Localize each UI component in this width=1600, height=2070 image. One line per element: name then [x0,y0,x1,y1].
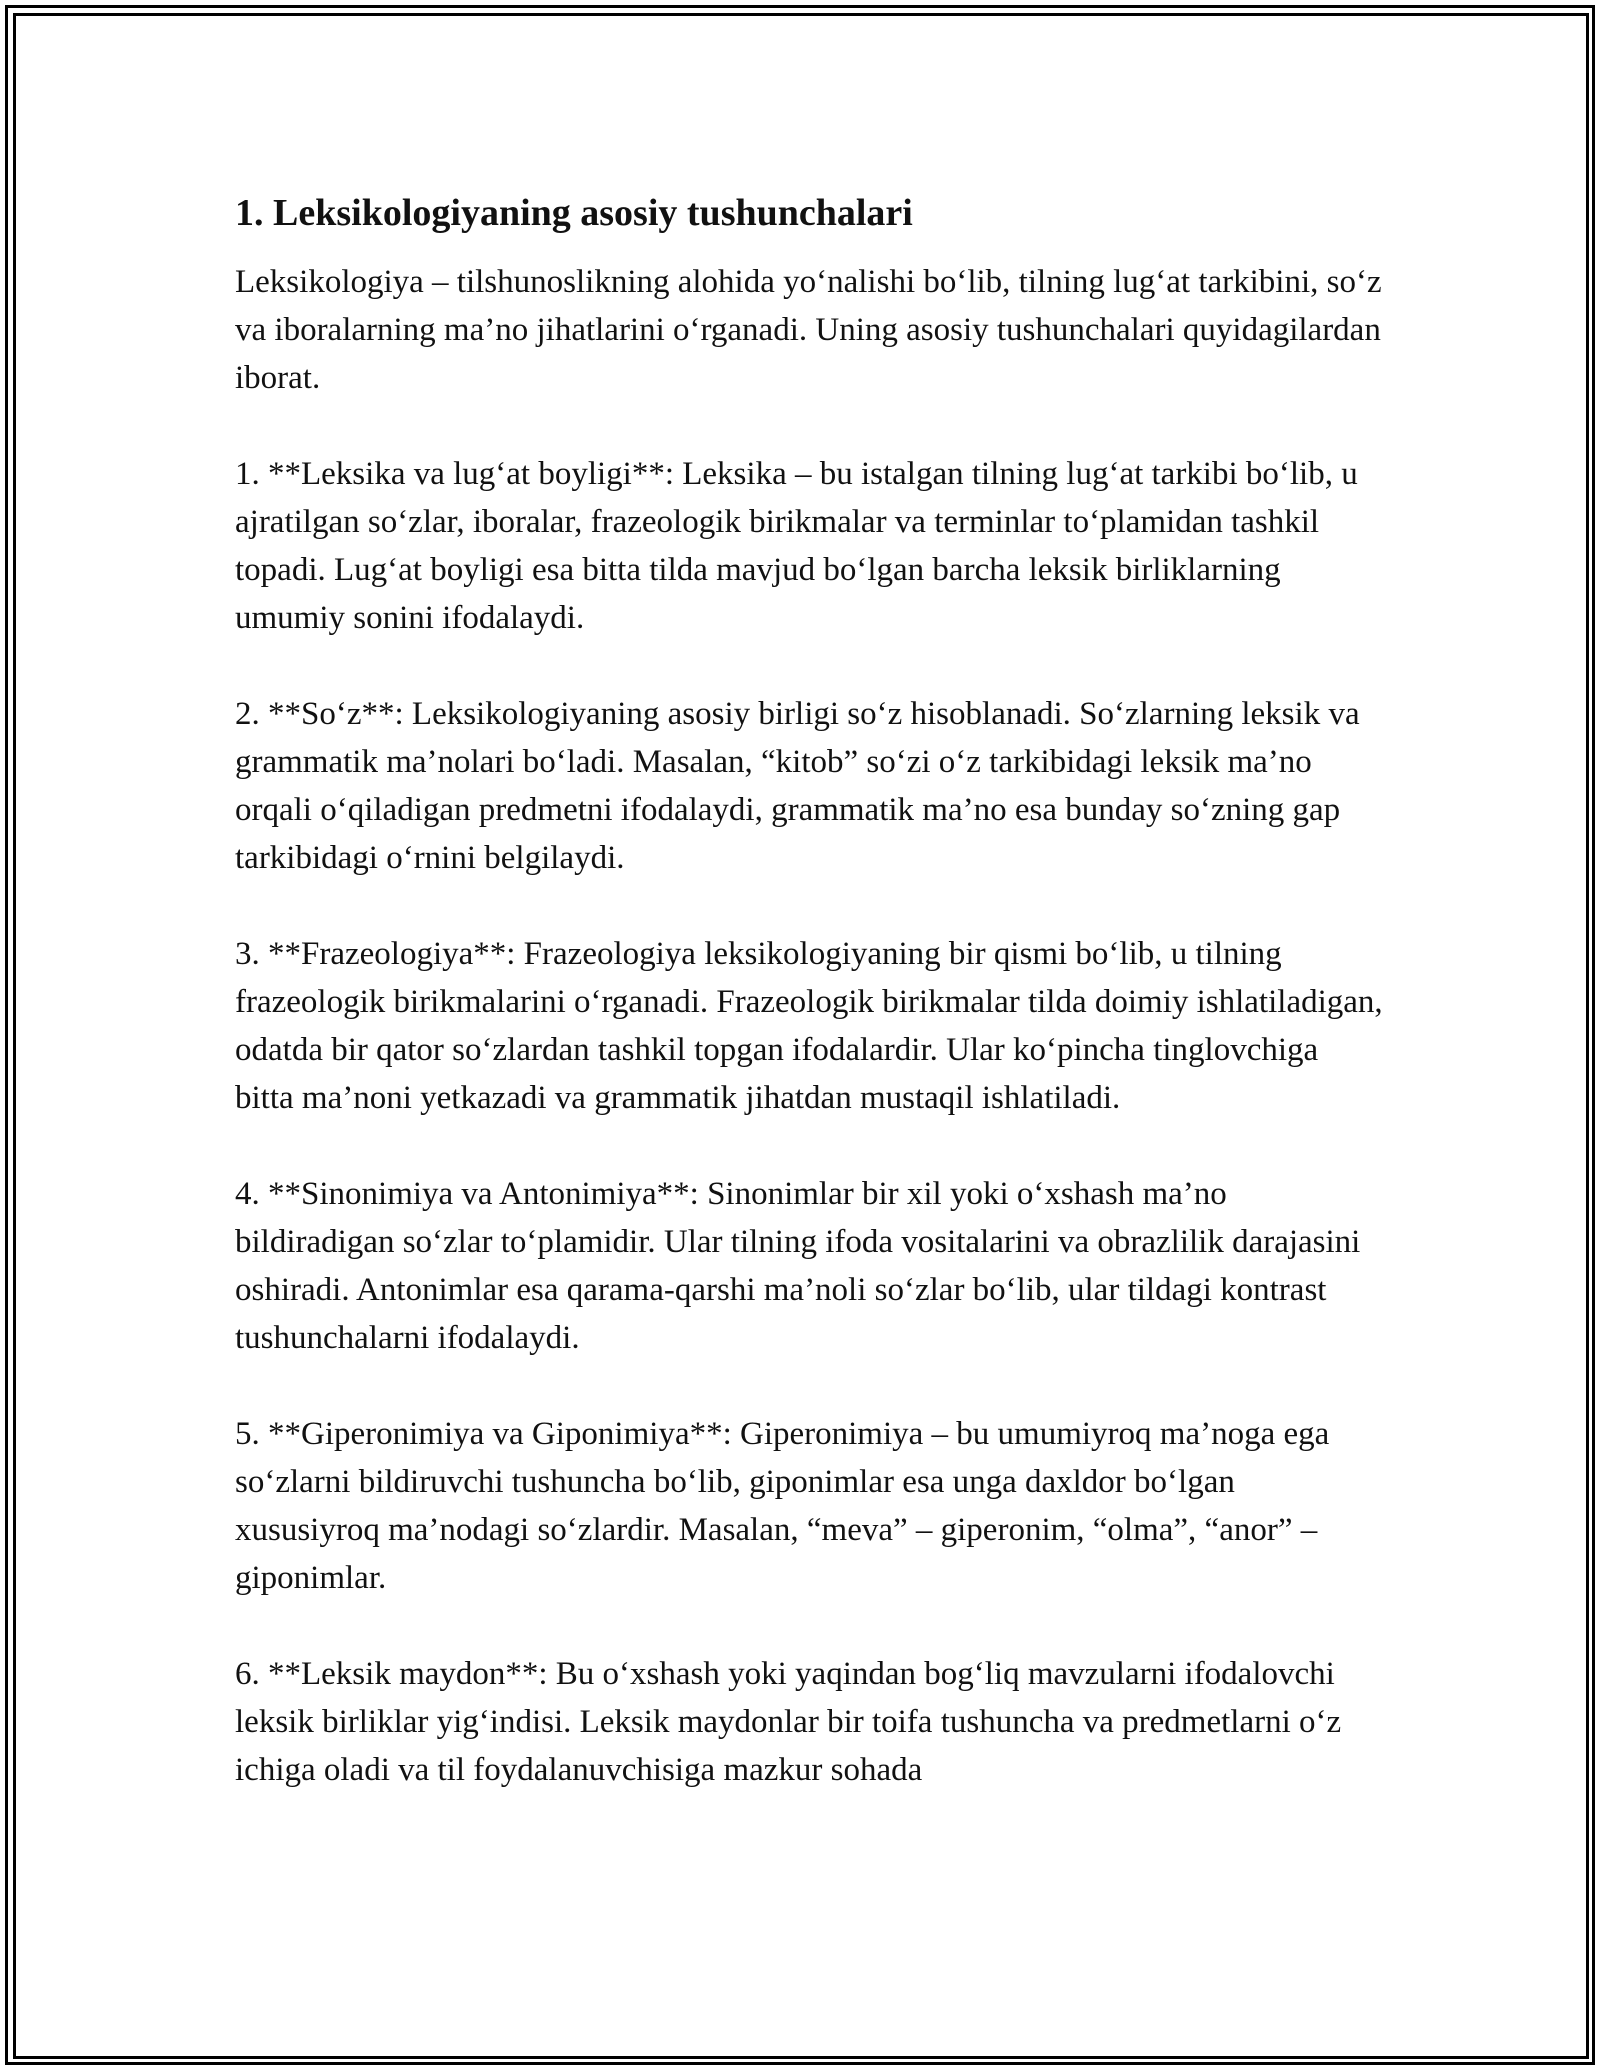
document-title: 1. Leksikologiyaning asosiy tushunchalari [235,192,913,234]
document-body [235,188,1385,1842]
paragraph-leksik-maydon: 6. **Leksik maydon**: Bu o‘xshash yoki yaqindan bog‘liq mavzularni ifodalovchi leksik birliklar yig‘indisi. Leksik maydonlar bir toifa tushuncha va predmetlarni o‘z ichiga oladi va til foydalanuvchisiga mazkur sohada [235,1656,1342,1788]
paragraph-soz: 2. **So‘z**: Leksikologiyaning asosiy birligi so‘z hisoblanadi. So‘zlarning leksik va grammatik ma’nolari bo‘ladi. Masalan, “kitob” so‘zi o‘z tarkibidagi leksik ma’no orqali o‘qiladigan predmetni ifodalaydi, grammatik ma’no esa bunday so‘zning gap tarkibidagi o‘rnini belgilaydi. [235,696,1360,876]
paragraph-leksika: 1. **Leksika va lug‘at boyligi**: Leksika – bu istalgan tilning lug‘at tarkibi bo‘lib, u ajratilgan so‘zlar, iboralar, frazeologik birikmalar va terminlar to‘plamidan tashkil topadi. Lug‘at boyligi esa bitta tilda mavjud bo‘lgan barcha leksik birliklarning umumiy sonini ifodalaydi. [235,456,1358,636]
paragraph-frazeologiya: 3. **Frazeologiya**: Frazeologiya leksikologiyaning bir qismi bo‘lib, u tilning frazeologik birikmalarini o‘rganadi. Frazeologik birikmalar tilda doimiy ishlatiladigan, odatda bir qator so‘zlardan tashkil topgan ifodalardir. Ular ko‘pincha tinglovchiga bitta ma’noni yetkazadi va grammatik jihatdan mustaqil ishlatiladi. [235,936,1383,1116]
intro-paragraph: Leksikologiya – tilshunoslikning alohida yo‘nalishi bo‘lib, tilning lug‘at tarkibini, so‘z va iboralarning ma’no jihatlarini o‘rganadi. Uning asosiy tushunchalari quyidagilardan iborat. [235,264,1382,396]
paragraph-sinonimiya: 4. **Sinonimiya va Antonimiya**: Sinonimlar bir xil yoki o‘xshash ma’no bildiradigan so‘zlar to‘plamidir. Ular tilning ifoda vositalarini va obrazlilik darajasini oshiradi. Antonimlar esa qarama-qarshi ma’noli so‘zlar bo‘lib, ular tildagi kontrast tushunchalarni ifodalaydi. [235,1176,1361,1356]
paragraph-giperonimiya: 5. **Giperonimiya va Giponimiya**: Giperonimiya – bu umumiyroq ma’noga ega so‘zlarni bildiruvchi tushuncha bo‘lib, giponimlar esa unga daxldor bo‘lgan xususiyroq ma’nodagi so‘zlardir. Masalan, “meva” – giperonim, “olma”, “anor” – giponimlar. [235,1416,1330,1596]
